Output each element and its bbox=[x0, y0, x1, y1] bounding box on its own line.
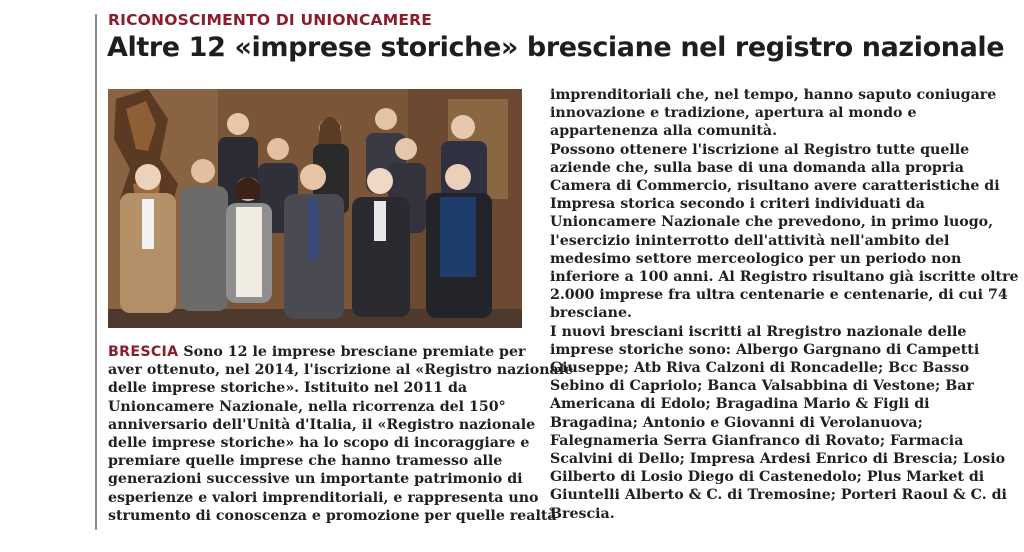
body-line: Giuseppe; Atb Riva Calzoni di Roncadelle; Bcc Basso bbox=[550, 360, 970, 377]
body-line: esperienze e valori imprenditoriali, e rappresenta uno bbox=[108, 489, 539, 506]
body-line: Americana di Edolo; Bragadina Mario & Figli di bbox=[550, 396, 930, 413]
body-line: Brescia. bbox=[550, 505, 615, 522]
body-line: generazioni successive un importante patrimonio di bbox=[108, 471, 523, 488]
article-headline: Altre 12 «imprese storiche» bresciane nel registro nazionale bbox=[107, 32, 1005, 63]
body-line: aver ottenuto, nel 2014, l'iscrizione al «Registro nazionale bbox=[108, 362, 574, 379]
body-line: appartenenza alla comunità. bbox=[550, 123, 778, 140]
dateline: BRESCIA bbox=[108, 344, 179, 360]
body-line: bresciane. bbox=[550, 305, 632, 322]
body-line: Bragadina; Antonio e Giovanni di Verolanuova; bbox=[550, 414, 923, 431]
body-line: medesimo settore merceologico per un periodo non bbox=[550, 250, 962, 267]
body-line: l'esercizio ininterrotto dell'attività nell'ambito del bbox=[550, 232, 950, 249]
body-line: BRESCIA Sono 12 le imprese bresciane premiate per bbox=[108, 344, 526, 360]
body-line: imprese storiche sono: Albergo Gargnano di Campetti bbox=[550, 341, 980, 358]
body-line: Possono ottenere l'iscrizione al Registro tutte quelle bbox=[550, 141, 970, 158]
body-line: Giuntelli Alberto & C. di Tremosine; Porteri Raoul & C. di bbox=[550, 487, 1007, 504]
column-rule bbox=[95, 14, 97, 530]
body-line: premiare quelle imprese che hanno tramesso alle bbox=[108, 453, 503, 470]
body-line: Sebino di Capriolo; Banca Valsabbina di Vestone; Bar bbox=[550, 378, 974, 395]
body-line: Unioncamere Nazionale che prevedono, in primo luogo, bbox=[550, 214, 994, 231]
article-body-left bbox=[108, 343, 574, 525]
article-kicker: RICONOSCIMENTO DI UNIONCAMERE bbox=[108, 11, 433, 29]
article-body-right bbox=[550, 86, 1019, 523]
body-line: Unioncamere Nazionale, nella ricorrenza del 150° bbox=[108, 398, 506, 415]
body-line: anniversario dell'Unità d'Italia, il «Registro nazionale bbox=[108, 416, 536, 433]
body-line: Impresa storica secondo i criteri individuati da bbox=[550, 196, 925, 213]
body-line: aziende che, sulla base di una domanda alla propria bbox=[550, 159, 964, 176]
body-line: Camera di Commercio, risultano avere caratteristiche di bbox=[550, 178, 1000, 195]
body-line: Scalvini di Dello; Impresa Ardesi Enrico di Brescia; Losio bbox=[550, 451, 1006, 468]
body-line: Falegnameria Serra Gianfranco di Rovato; Farmacia bbox=[550, 432, 964, 449]
body-line: I nuovi bresciani iscritti al Rregistro nazionale delle bbox=[550, 323, 967, 340]
body-line: innovazione e tradizione, apertura al mondo e bbox=[550, 105, 917, 122]
body-line: Gilberto di Losio Diego di Castenedolo; Plus Market di bbox=[550, 469, 985, 486]
body-line: delle imprese storiche» ha lo scopo di incoraggiare e bbox=[108, 435, 530, 452]
body-line: 2.000 imprese fra ultra centenarie e centenarie, di cui 74 bbox=[550, 287, 1008, 304]
body-line: inferiore a 100 anni. Al Registro risultano già iscritte oltre bbox=[550, 269, 1019, 286]
body-line: imprenditoriali che, nel tempo, hanno saputo coniugare bbox=[550, 87, 997, 103]
body-line: strumento di conoscenza e promozione per quelle realtà bbox=[108, 507, 557, 524]
body-line: delle imprese storiche». Istituito nel 2011 da bbox=[108, 380, 468, 397]
group-photo bbox=[108, 89, 522, 328]
